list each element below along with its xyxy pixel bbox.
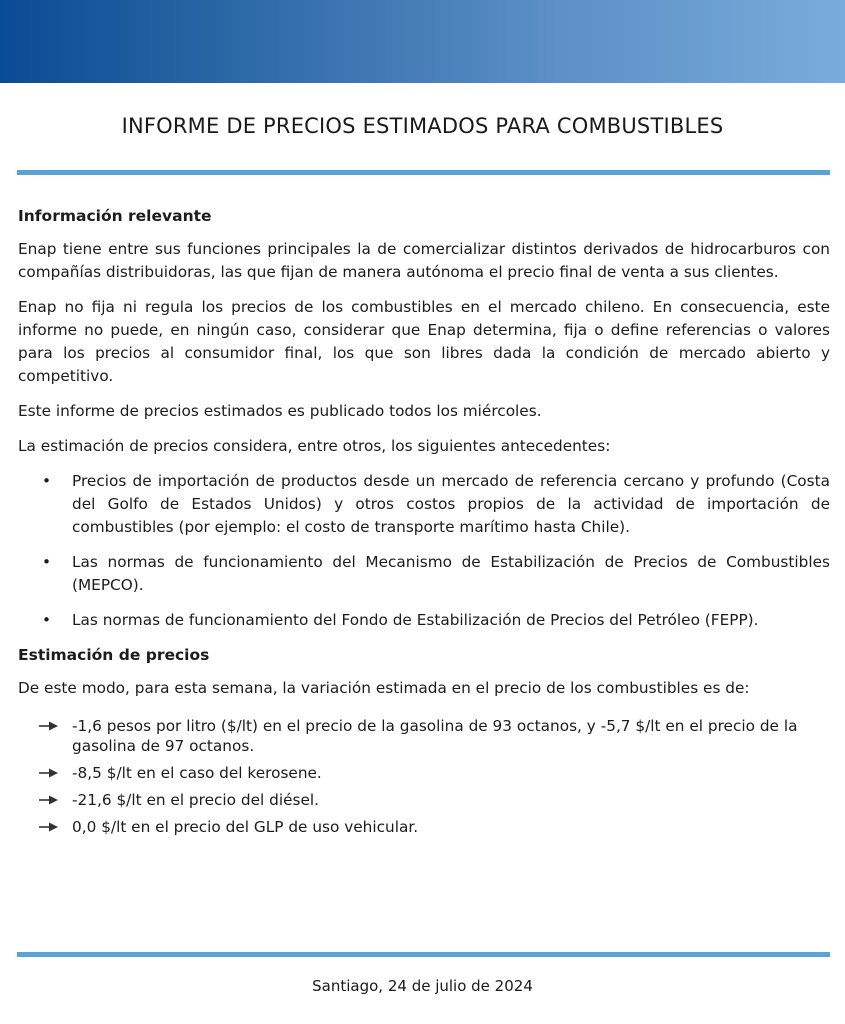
antecedents-list <box>18 470 830 632</box>
list-item <box>18 716 830 756</box>
list-item <box>18 609 830 632</box>
list-item-text: -8,5 $/lt en el caso del kerosene. <box>72 764 322 782</box>
list-item <box>18 763 830 783</box>
document-body <box>18 205 830 844</box>
list-item-text: Las normas de funcionamiento del Mecanismo de Estabilización de Precios de Combustibles (MEPCO). <box>72 553 830 594</box>
bullet-icon: • <box>42 553 52 571</box>
arrow-right-icon <box>38 767 60 779</box>
bottom-divider <box>17 952 830 957</box>
list-item <box>18 470 830 539</box>
info-heading: Información relevante <box>18 207 212 225</box>
bullet-icon: • <box>42 611 52 629</box>
arrow-right-icon <box>38 794 60 806</box>
info-paragraph: Enap tiene entre sus funciones principales la de comercializar distintos derivados de hidrocarburos con compañías distribuidoras, las que fijan de manera autónoma el precio final de venta a sus clientes. <box>18 240 830 281</box>
list-item <box>18 790 830 810</box>
list-item-text: -21,6 $/lt en el precio del diésel. <box>72 791 319 809</box>
info-paragraph: La estimación de precios considera, entre otros, los siguientes antecedentes: <box>18 437 611 455</box>
info-paragraph: Este informe de precios estimados es publicado todos los miércoles. <box>18 402 542 420</box>
arrow-right-icon <box>38 720 60 732</box>
top-divider <box>17 170 830 175</box>
list-item-text: -1,6 pesos por litro ($/lt) en el precio de la gasolina de 93 octanos, y -5,7 $/lt en el precio de la gasolina de 97 octanos. <box>72 717 798 755</box>
bullet-icon: • <box>42 472 52 490</box>
list-item-text: Precios de importación de productos desde un mercado de referencia cercano y profundo (Costa del Golfo de Estados Unidos) y otros costos propios de la actividad de importación de combustibles (por ejemplo: el costo de transporte marítimo hasta Chile). <box>72 472 830 536</box>
document-title: INFORME DE PRECIOS ESTIMADOS PARA COMBUSTIBLES <box>121 114 724 138</box>
list-item <box>18 817 830 837</box>
top-banner <box>0 0 845 83</box>
footer-date: Santiago, 24 de julio de 2024 <box>312 977 533 995</box>
arrow-right-icon <box>38 821 60 833</box>
list-item-text: Las normas de funcionamiento del Fondo de Estabilización de Precios del Petróleo (FEPP). <box>72 611 759 629</box>
list-item <box>18 551 830 597</box>
info-paragraph: Enap no fija ni regula los precios de los combustibles en el mercado chileno. En consecuencia, este informe no puede, en ningún caso, considerar que Enap determina, fija o define referencias o valores para los precios al consumidor final, los que son libres dada la condición de mercado abierto y competitivo. <box>18 298 830 385</box>
estimation-heading: Estimación de precios <box>18 646 210 664</box>
estimation-intro: De este modo, para esta semana, la variación estimada en el precio de los combustibles es de: <box>18 679 750 697</box>
price-variation-list <box>18 716 830 837</box>
list-item-text: 0,0 $/lt en el precio del GLP de uso vehicular. <box>72 818 419 836</box>
